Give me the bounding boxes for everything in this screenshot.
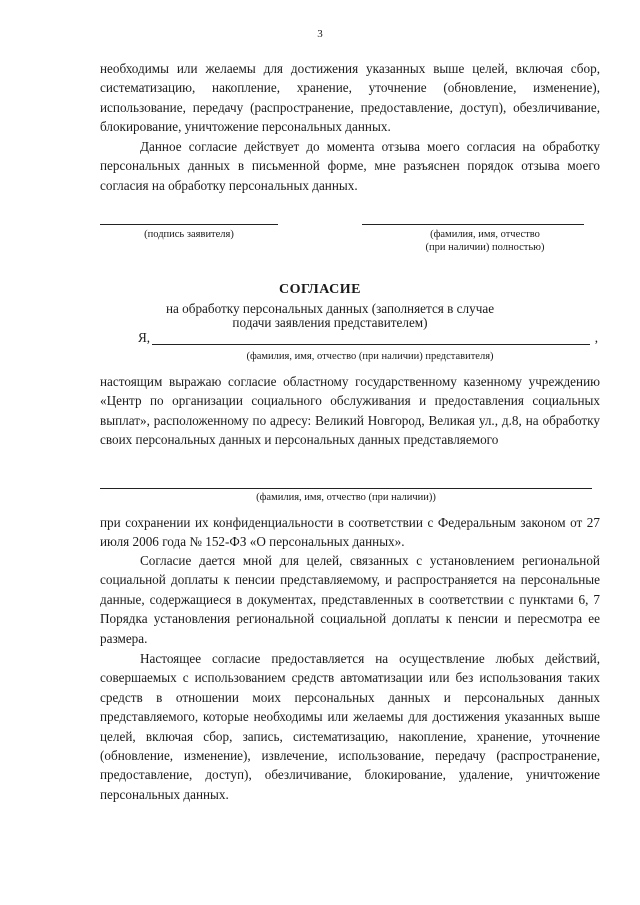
- signature-caption: (подпись заявителя): [144, 229, 234, 240]
- top-paragraph-1-block: [100, 59, 600, 137]
- consent-paragraph-2: при сохранении их конфиденциальности в соответствии с Федеральным законом от 27 июля 2006 года № 152-ФЗ «О персональных данных».: [100, 515, 600, 550]
- full-name-caption-2: (при наличии) полностью): [425, 242, 545, 253]
- represented-caption: (фамилия, имя, отчество (при наличии)): [256, 492, 436, 503]
- consent-subtitle-1: на обработку персональных данных (заполняется в случае: [165, 301, 495, 316]
- consent-paragraph-3: Согласие дается мной для целей, связанных с установлением региональной социальной доплаты к пенсии представляемому, и распространяется на персональные данные, содержащиеся в документах, представленных в соответствии с пунктами 6, 7 Порядка установления региональной социальной доплаты к пенсии и пересмотра ее размера.: [100, 553, 600, 646]
- top-paragraph-2-block: [100, 137, 600, 195]
- representative-name-line: [152, 344, 590, 345]
- ya-comma: ,: [594, 330, 598, 345]
- consent-subtitle-2: подачи заявления представителем): [232, 315, 428, 330]
- top-paragraph-2: Данное согласие действует до момента отзыва моего согласия на обработку персональных данных в письменной форме, мне разъяснен порядок отзыва моего согласия на обработку персональных данных.: [100, 139, 600, 193]
- consent-paragraph-1: настоящим выражаю согласие областному государственному казенному учреждению «Центр по организации социального обслуживания и предоставления социальных выплат», расположенному по адресу: Великий Новгород, Великая ул., д.8, на обработку своих персональных данных и персональных данных представляемого: [100, 374, 600, 448]
- consent-paragraph-4-block: [100, 649, 600, 804]
- full-name-line: [362, 224, 584, 225]
- consent-paragraph-3-block: [100, 551, 600, 648]
- consent-paragraph-4: Настоящее согласие предоставляется на осуществление любых действий, совершаемых с использованием средств автоматизации или без использования таких средств в отношении моих персональных данных и персональных данных представляемого, которые необходимы или желаемы для достижения указанных выше целей, включая сбор, запись, систематизацию, накопление, хранение, уточнение (обновление, изменение), извлечение, использование, передачу (распространение, предоставление, доступ), обезличивание, блокирование, удаление, уничтожение персональных данных.: [100, 651, 600, 802]
- top-paragraph-1: необходимы или желаемы для достижения указанных выше целей, включая сбор, систематизацию, накопление, хранение, уточнение (обновление, изменение), использование, передачу (распространение, предоставление, доступ), обезличивание, блокирование, уничтожение персональных данных.: [100, 61, 600, 135]
- consent-title: СОГЛАСИЕ: [279, 282, 361, 297]
- represented-name-line: [100, 488, 592, 489]
- consent-paragraph-1-block: [100, 372, 600, 450]
- signature-line: [100, 224, 278, 225]
- consent-paragraph-2-block: [100, 513, 600, 552]
- ya-label: Я,: [138, 330, 151, 345]
- page-number: 3: [317, 28, 323, 40]
- representative-name-row: [138, 330, 598, 350]
- representative-caption: (фамилия, имя, отчество (при наличии) представителя): [246, 351, 494, 362]
- full-name-caption-1: (фамилия, имя, отчество: [430, 229, 540, 240]
